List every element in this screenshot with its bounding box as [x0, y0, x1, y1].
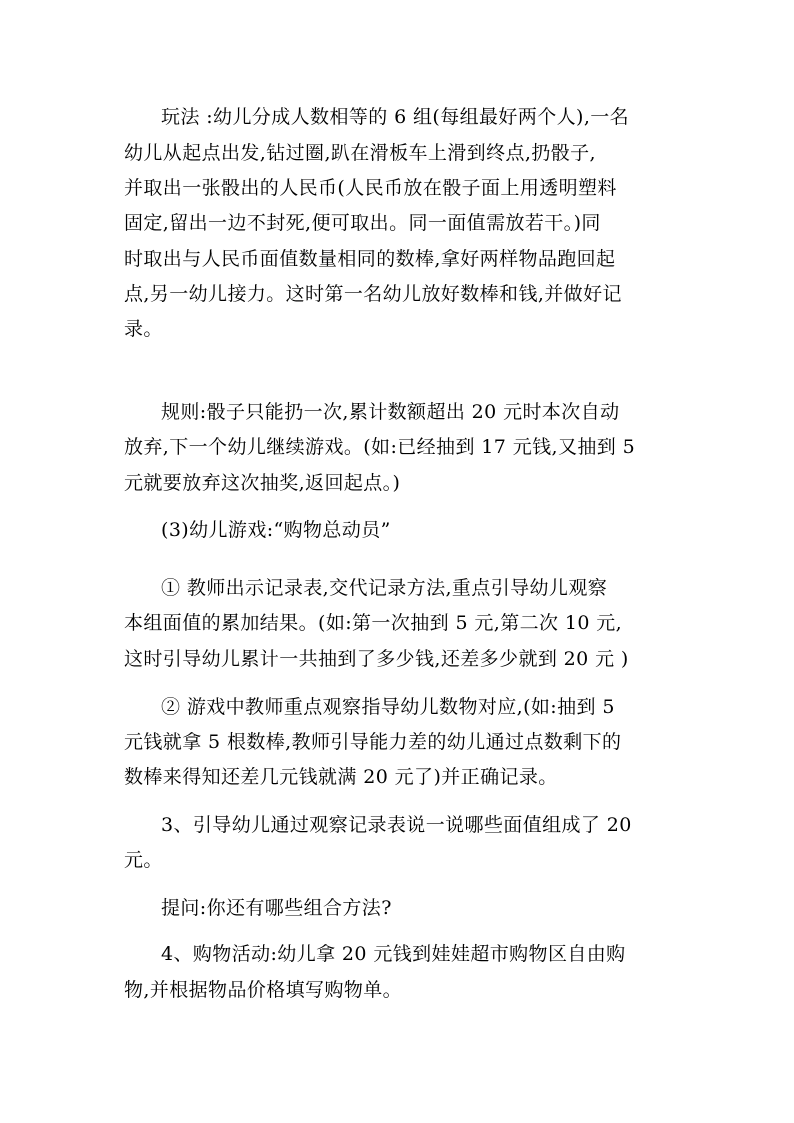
text-line: 并取出一张骰出的人民币(人民币放在骰子面上用透明塑料 — [124, 177, 617, 199]
text-line: 4、购物活动:幼儿拿 20 元钱到娃娃超市购物区自由购 — [161, 943, 626, 965]
text-line: 规则:骰子只能扔一次,累计数额超出 20 元时本次自动 — [161, 401, 620, 423]
text-line: 点,另一幼儿接力。这时第一名幼儿放好数棒和钱,并做好记 — [124, 283, 622, 305]
text-line: 提问:你还有哪些组合方法? — [161, 897, 392, 919]
text-line: ② 游戏中教师重点观察指导幼儿数物对应,(如:抽到 5 — [161, 696, 615, 718]
text-line: 本组面值的累加结果。(如:第一次抽到 5 元,第二次 10 元, — [124, 612, 623, 634]
text-line: 元钱就拿 5 根数棒,教师引导能力差的幼儿通过点数剩下的 — [124, 731, 622, 753]
text-line: 玩法 :幼儿分成人数相等的 6 组(每组最好两个人),一名 — [161, 106, 630, 128]
text-line: 幼儿从起点出发,钻过圈,趴在滑板车上滑到终点,扔骰子, — [124, 142, 596, 164]
text-line: 这时引导幼儿累计一共抽到了多少钱,还差多少就到 20 元 ) — [124, 648, 629, 670]
text-line: 录。 — [124, 318, 163, 340]
text-line: 3、引导幼儿通过观察记录表说一说哪些面值组成了 20 — [161, 814, 632, 836]
text-line: ① 教师出示记录表,交代记录方法,重点引导幼儿观察 — [161, 577, 608, 599]
text-line: 物,并根据物品价格填写购物单。 — [124, 979, 403, 1001]
text-line: (3)幼儿游戏:“购物总动员” — [161, 519, 391, 541]
text-line: 元。 — [124, 849, 163, 871]
text-line: 放弃,下一个幼儿继续游戏。(如:已经抽到 17 元钱,又抽到 5 — [124, 436, 636, 458]
text-line: 元就要放弃这次抽奖,返回起点。) — [124, 472, 401, 494]
text-line: 时取出与人民币面值数量相同的数棒,拿好两样物品跑回起 — [124, 248, 616, 270]
text-line: 数棒来得知还差几元钱就满 20 元了)并正确记录。 — [124, 766, 558, 788]
text-line: 固定,留出一边不封死,便可取出。同一面值需放若干。)同 — [124, 212, 601, 234]
